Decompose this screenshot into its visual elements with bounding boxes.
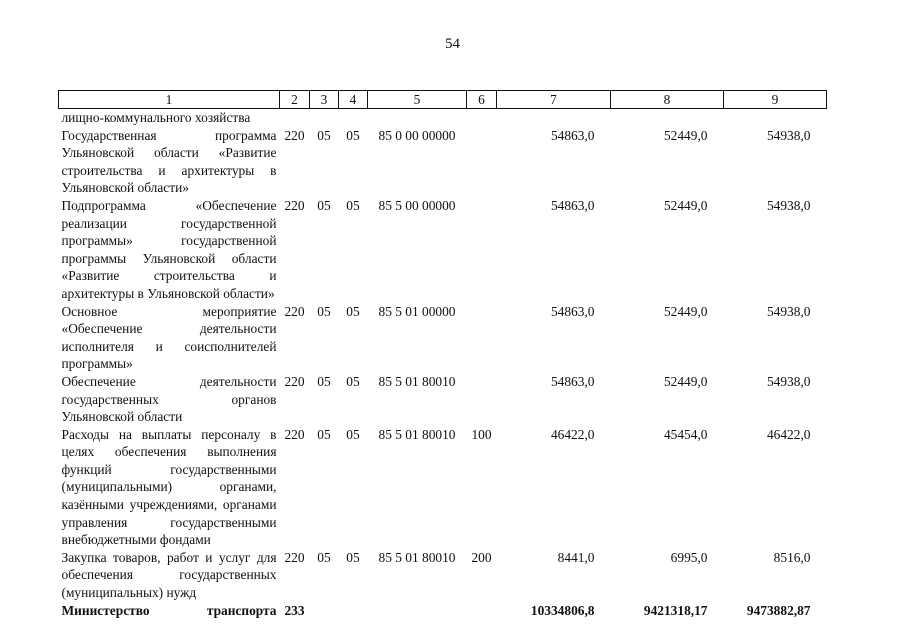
table-row — [59, 426, 827, 549]
amount-cell: 6995,0 — [670, 549, 708, 565]
amount-cell: 52449,0 — [663, 197, 708, 213]
subsection-code-cell: 05 — [317, 127, 331, 143]
subsection-code-cell: 05 — [346, 127, 360, 143]
target-article-cell: 85 5 01 80010 — [378, 549, 456, 565]
section-code-cell: 220 — [284, 127, 305, 143]
expense-type-cell — [467, 602, 497, 620]
subsection-code-cell — [339, 602, 368, 620]
column-number-header-row — [59, 91, 827, 109]
amount-cell: 10334806,8 — [530, 602, 595, 618]
subsection-code-cell: 05 — [317, 549, 331, 565]
amount-cell: 9473882,87 — [746, 602, 811, 618]
column-header: 1 — [59, 91, 280, 109]
amount-cell: 54863,0 — [550, 197, 595, 213]
amount-cell: 54863,0 — [550, 373, 595, 389]
amount-cell: 45454,0 — [663, 426, 708, 442]
expense-type-cell — [467, 373, 497, 426]
row-name-cell: Основное мероприятие «Обеспечение деятельности исполнителя и соисполнителей программы» — [61, 303, 277, 372]
amount-cell: 52449,0 — [663, 303, 708, 319]
section-code-cell: 220 — [284, 426, 305, 442]
row-name-cell: Министерство транспорта — [61, 602, 277, 618]
column-header: 7 — [497, 91, 611, 109]
subsection-code-cell: 05 — [317, 303, 331, 319]
amount-cell: 54863,0 — [550, 127, 595, 143]
subsection-code-cell: 05 — [317, 373, 331, 389]
subsection-code-cell: 05 — [317, 426, 331, 442]
page-number: 54 — [445, 36, 460, 52]
target-article-cell: 85 0 00 00000 — [378, 127, 456, 143]
amount-cell: 52449,0 — [663, 127, 708, 143]
row-name-cell: Закупка товаров, работ и услуг для обеспечения государственных (муниципальных) нужд — [61, 549, 277, 601]
target-article-cell — [368, 602, 467, 620]
amount-cell: 54938,0 — [766, 127, 811, 143]
subsection-code-cell: 05 — [346, 303, 360, 319]
column-header: 2 — [280, 91, 310, 109]
expense-type-cell — [467, 127, 497, 197]
table-row — [59, 373, 827, 426]
table-row — [59, 127, 827, 197]
target-article-cell: 85 5 01 80010 — [378, 373, 456, 389]
table-row — [59, 303, 827, 373]
section-code-cell: 220 — [284, 303, 305, 319]
column-header: 5 — [368, 91, 467, 109]
column-header: 3 — [310, 91, 339, 109]
column-header: 4 — [339, 91, 368, 109]
subsection-code-cell: 05 — [346, 549, 360, 565]
amount-cell: 8516,0 — [773, 549, 811, 565]
column-header: 6 — [467, 91, 497, 109]
target-article-cell: 85 5 00 00000 — [378, 197, 456, 213]
section-code-cell: 220 — [284, 197, 305, 213]
budget-table — [58, 90, 827, 619]
amount-cell: 54938,0 — [766, 373, 811, 389]
subsection-code-cell — [339, 109, 368, 127]
section-code-cell: 220 — [284, 549, 305, 565]
amount-cell: 46422,0 — [766, 426, 811, 442]
row-name-cell: Подпрограмма «Обеспечение реализации государственной программы» государственной программы Ульяновской области «Развитие строительства и архитектуры в Ульяновской области» — [61, 197, 277, 301]
table-row — [59, 549, 827, 602]
expense-type-cell — [467, 303, 497, 373]
amount-cell: 54938,0 — [766, 303, 811, 319]
subsection-code-cell — [310, 109, 339, 127]
target-article-cell: 85 5 01 00000 — [378, 303, 456, 319]
subsection-code-cell: 05 — [346, 197, 360, 213]
amount-cell: 54938,0 — [766, 197, 811, 213]
amount-cell — [497, 109, 611, 127]
amount-cell: 54863,0 — [550, 303, 595, 319]
subsection-code-cell: 05 — [346, 373, 360, 389]
subsection-code-cell — [310, 602, 339, 620]
amount-cell: 46422,0 — [550, 426, 595, 442]
subsection-code-cell: 05 — [317, 197, 331, 213]
expense-type-cell — [467, 197, 497, 303]
budget-table-body — [59, 91, 827, 620]
column-header: 9 — [724, 91, 827, 109]
subsection-code-cell: 05 — [346, 426, 360, 442]
amount-cell — [611, 109, 724, 127]
section-code-cell — [280, 109, 310, 127]
amount-cell: 52449,0 — [663, 373, 708, 389]
amount-cell: 9421318,17 — [643, 602, 708, 618]
section-code-cell: 233 — [284, 602, 305, 618]
expense-type-cell — [467, 109, 497, 127]
expense-type-cell: 200 — [471, 549, 492, 565]
expense-type-cell: 100 — [471, 426, 492, 442]
column-header: 8 — [611, 91, 724, 109]
table-row — [59, 602, 827, 620]
row-name-cell: Государственная программа Ульяновской области «Развитие строительства и архитектуры в Ульяновской области» — [61, 127, 277, 196]
target-article-cell — [368, 109, 467, 127]
target-article-cell: 85 5 01 80010 — [378, 426, 456, 442]
amount-cell: 8441,0 — [557, 549, 595, 565]
table-row — [59, 109, 827, 127]
section-code-cell: 220 — [284, 373, 305, 389]
row-name-cell: Обеспечение деятельности государственных органов Ульяновской области — [61, 373, 277, 425]
amount-cell — [724, 109, 827, 127]
row-name-cell: лищно-коммунального хозяйства — [61, 110, 251, 125]
row-name-cell: Расходы на выплаты персоналу в целях обеспечения выполнения функций государственными (муниципальными) органами, казёнными учреждениями, органами управления государственными внебюджетными фондами — [61, 426, 277, 548]
table-row — [59, 197, 827, 303]
